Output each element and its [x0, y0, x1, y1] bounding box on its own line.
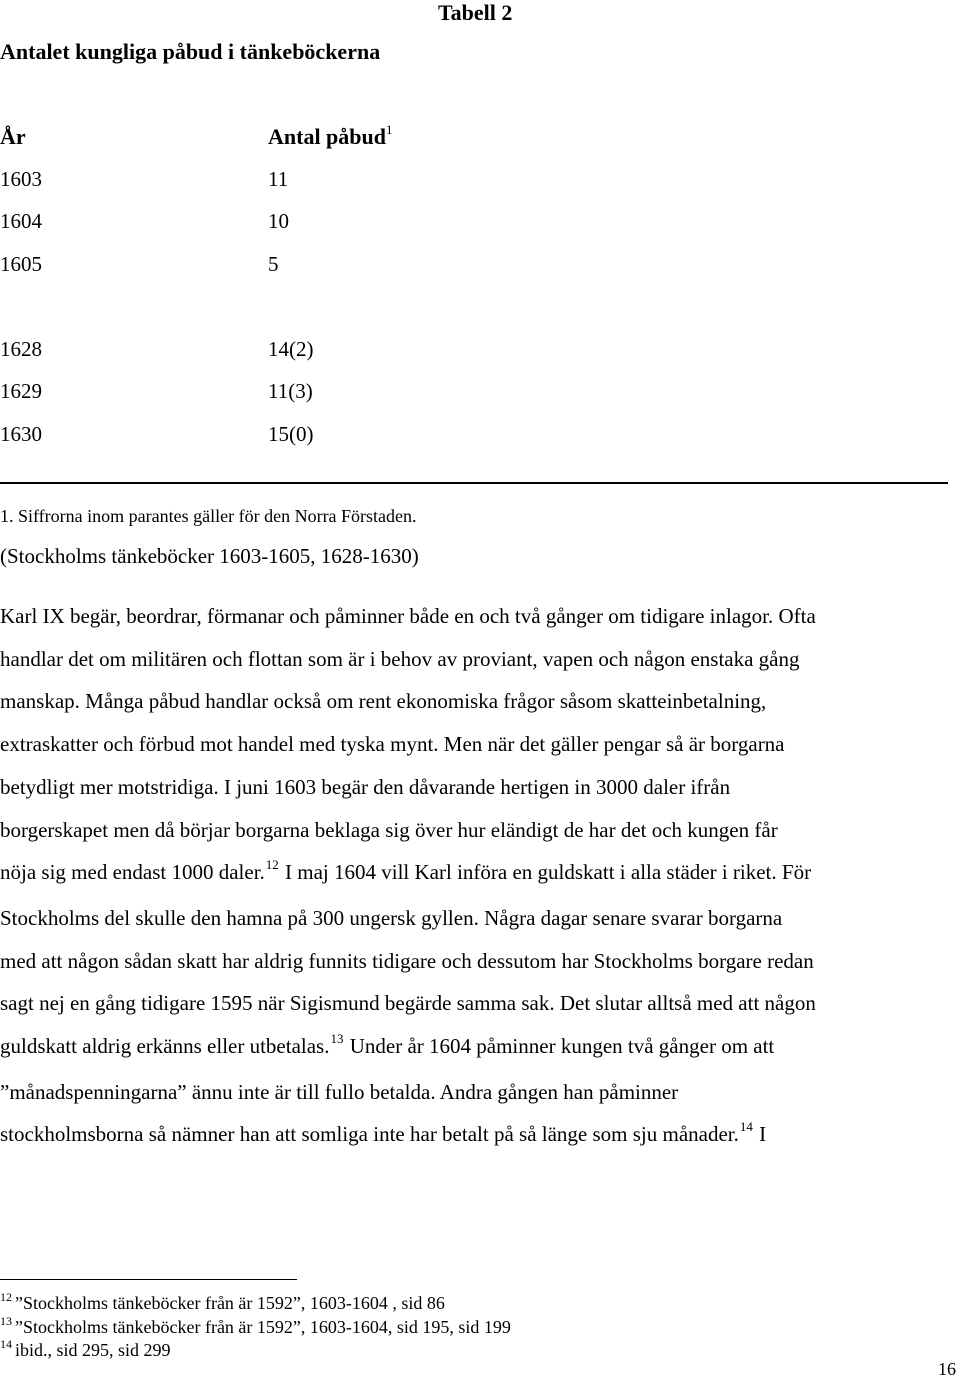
paragraph-line: med att någon sådan skatt har aldrig funnits tidigare och dessutom har Stockholms borgare redan — [0, 948, 814, 973]
table-cell-count: 10 — [268, 209, 289, 233]
footnote-text: ”Stockholms tänkeböcker från är 1592”, 1603-1604, sid 195, sid 199 — [15, 1317, 511, 1337]
paragraph-line — [0, 851, 948, 897]
paragraph-text: stockholmsborna så nämner han att somliga inte har betalt på så länge som sju månader. — [0, 1122, 739, 1147]
paragraph-text: Under år 1604 påminner kungen två gånger om att — [344, 1034, 775, 1059]
paragraph-text: nöja sig med endast 1000 daler. — [0, 860, 265, 885]
table-cell-count: 11 — [268, 167, 289, 191]
table-note: 1. Siffrorna inom parantes gäller för den Norra Förstaden. — [0, 506, 417, 526]
column-header-count — [268, 124, 393, 153]
footnote — [0, 1292, 445, 1316]
column-header-year: År — [0, 124, 26, 149]
table-cell-year: 1629 — [0, 379, 42, 403]
footnote-reference[interactable]: 12 — [265, 857, 279, 873]
footnote-marker: 1 — [386, 122, 393, 137]
paragraph-text: I maj 1604 vill Karl införa en guldskatt i alla städer i riket. För — [279, 860, 812, 885]
footnote — [0, 1339, 171, 1363]
paragraph-line: betydligt mer motstridiga. I juni 1603 begär den dåvarande hertigen in 3000 daler ifrån — [0, 774, 731, 799]
footnote-text: ibid., sid 295, sid 299 — [15, 1340, 171, 1360]
table-cell-year: 1605 — [0, 252, 42, 276]
footnote-number: 14 — [0, 1337, 12, 1351]
table-cell-year: 1630 — [0, 422, 42, 446]
table-cell-count: 14(2) — [268, 337, 314, 361]
footnote-number: 12 — [0, 1290, 12, 1304]
table-source: (Stockholms tänkeböcker 1603-1605, 1628-1630) — [0, 544, 419, 568]
footnote-reference[interactable]: 14 — [739, 1119, 753, 1135]
paragraph-line: extraskatter och förbud mot handel med tyska mynt. Men när det gäller pengar så är borgarna — [0, 732, 785, 757]
table-cell-year: 1628 — [0, 337, 42, 361]
table-label: Tabell 2 — [438, 0, 513, 25]
table-divider — [0, 482, 948, 484]
paragraph-line: handlar det om militären och flottan som är i behov av proviant, vapen och någon enstaka gång — [0, 646, 800, 671]
table-cell-count: 5 — [268, 252, 279, 276]
paragraph-line: manskap. Många påbud handlar också om rent ekonomiska frågor såsom skatteinbetalning, — [0, 689, 767, 714]
column-header-count-label: Antal påbud — [268, 124, 387, 149]
paragraph-line: ”månadspenningarna” ännu inte är till fullo betalda. Andra gången han påminner — [0, 1079, 679, 1104]
footnote-text: ”Stockholms tänkeböcker från är 1592”, 1603-1604 , sid 86 — [15, 1293, 445, 1313]
paragraph-line: Karl IX begär, beordrar, förmanar och påminner både en och två gånger om tidigare inlagor. Ofta — [0, 604, 816, 628]
table-cell-year: 1604 — [0, 209, 42, 233]
paragraph-line: Stockholms del skulle den hamna på 300 ungersk gyllen. Några dagar senare svarar borgarna — [0, 905, 783, 930]
footnote-divider — [0, 1279, 297, 1280]
table-cell-year: 1603 — [0, 167, 42, 191]
paragraph-line: borgerskapet men då börjar borgarna beklaga sig över hur eländigt de har det och kungen får — [0, 817, 778, 842]
page-title: Antalet kungliga påbud i tänkeböckerna — [0, 39, 381, 64]
table-cell-count: 11(3) — [268, 379, 313, 403]
paragraph-line — [0, 1025, 948, 1071]
body-paragraph — [0, 595, 948, 1159]
footnote — [0, 1316, 511, 1340]
page-number: 16 — [938, 1359, 956, 1379]
paragraph-text: I — [753, 1122, 767, 1147]
footnote-number: 13 — [0, 1314, 12, 1328]
paragraph-line — [0, 1113, 948, 1159]
table-cell-count: 15(0) — [268, 422, 314, 446]
paragraph-text: guldskatt aldrig erkänns eller utbetalas. — [0, 1034, 330, 1059]
footnote-reference[interactable]: 13 — [330, 1031, 344, 1047]
paragraph-line: sagt nej en gång tidigare 1595 när Sigismund begärde samma sak. Det slutar alltså med att någon — [0, 991, 816, 1016]
